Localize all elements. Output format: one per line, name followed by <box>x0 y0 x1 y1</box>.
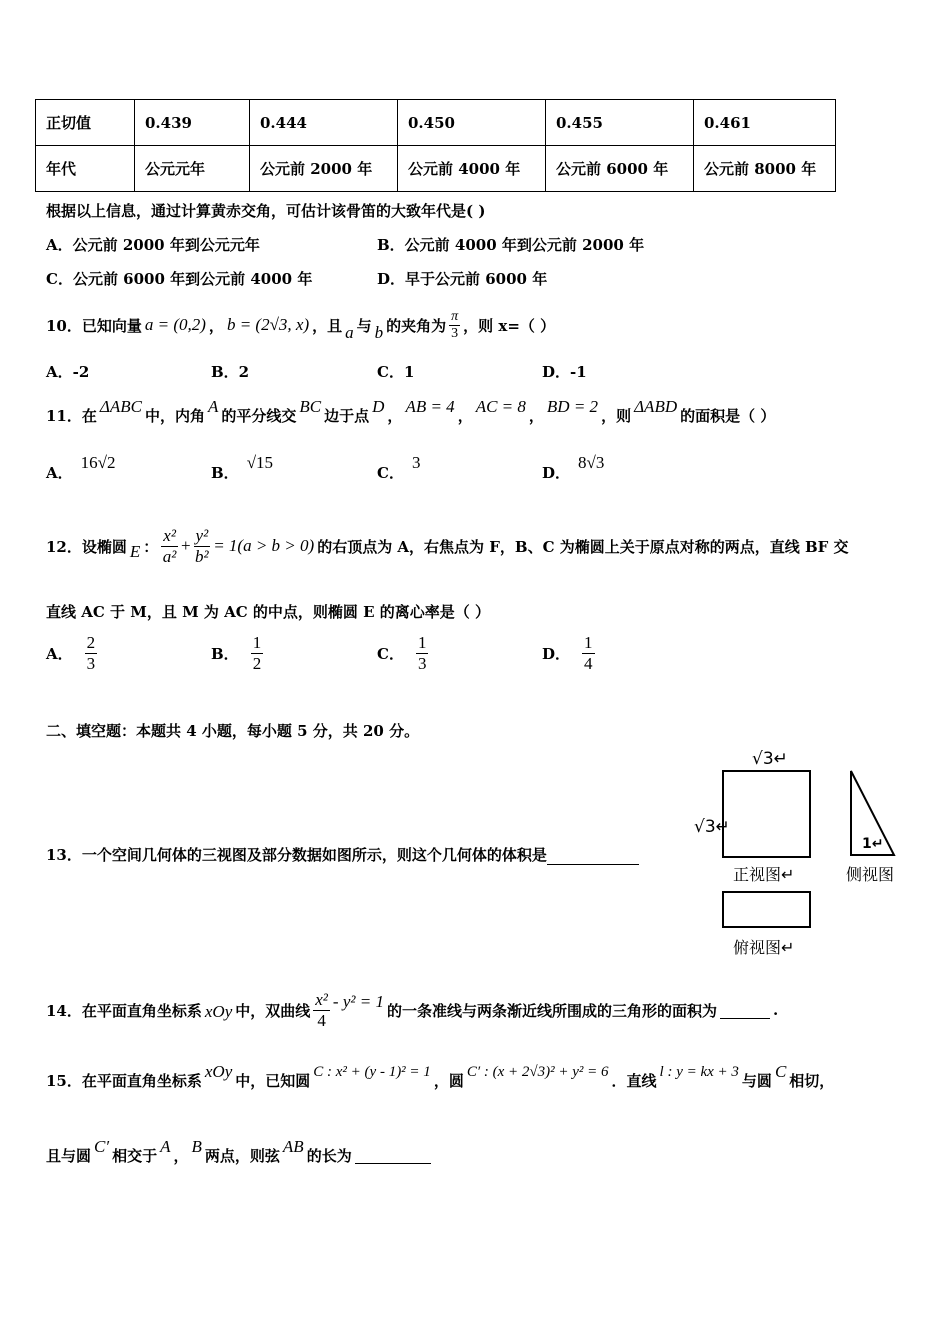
q15-text: 相切， <box>789 1071 835 1090</box>
q12-option-d <box>542 633 595 674</box>
frac-num: y² <box>195 525 209 545</box>
q12-stem-line2: 直线 AC 于 M，且 M 为 AC 的中点，则椭圆 E 的离心率是（ ） <box>46 603 491 621</box>
q12-number: 12．设椭圆 <box>46 537 127 556</box>
q15-text: 相交于 <box>112 1146 158 1165</box>
q11-text: ， <box>528 406 544 425</box>
frac-den: b² <box>195 546 209 566</box>
table-cell: 年代 <box>36 146 135 192</box>
q10-tail: ，则 x=（ ） <box>463 316 556 335</box>
table-cell: 0.444 <box>250 100 398 146</box>
q15-text: 15．在平面直角坐标系 <box>46 1071 202 1090</box>
q15-point-b: B <box>191 1137 202 1156</box>
q10-text: ，且 <box>312 316 343 335</box>
option-value: 3 <box>411 452 421 472</box>
option-value: √15 <box>246 452 274 472</box>
q15-c-prime: C′ <box>94 1137 110 1156</box>
front-view-left-label: √3↵ <box>694 817 730 837</box>
q12-frac-x <box>161 526 178 567</box>
q11-text: 的平分线交 <box>221 406 297 425</box>
q10-vector-b: b = (2√3, x) <box>226 315 310 334</box>
q9-option-a: A．公元前 2000 年到公元元年 <box>46 236 260 254</box>
option-fraction <box>582 633 595 674</box>
q12-plus: + <box>180 536 191 555</box>
q14-xoy: xOy <box>204 1002 233 1021</box>
q15-c: C <box>774 1062 787 1081</box>
q11-stem <box>46 395 775 435</box>
q10-a: a <box>345 323 354 342</box>
q12-text: 的右顶点为 A，右焦点为 F，B、C 为椭圆上关于原点对称的两点，直线 BF 交 <box>317 537 849 556</box>
option-label: B． <box>211 645 239 663</box>
q15-text: 两点，则弦 <box>204 1146 280 1165</box>
q13-answer-blank[interactable] <box>547 848 639 865</box>
q11-text: ， <box>457 406 473 425</box>
option-label: A． <box>46 464 73 482</box>
q11-ac: AC = 8 <box>475 397 526 416</box>
option-label: D． <box>542 464 571 482</box>
table-cell: 正切值 <box>36 100 135 146</box>
q11-option-c <box>377 452 421 482</box>
option-fraction <box>416 633 429 674</box>
option-value: 16√2 <box>80 452 116 472</box>
frac-num: x² <box>163 525 176 545</box>
q11-point-d: D <box>372 397 385 416</box>
q15-text: ， <box>173 1146 189 1165</box>
q10-number: 10．已知向量 <box>46 316 142 335</box>
q15-text: ，圆 <box>433 1071 464 1090</box>
q15-stem <box>46 1060 834 1100</box>
section-title: 二、填空题：本题共 4 小题，每小题 5 分，共 20 分。 <box>46 722 420 740</box>
table-row <box>36 100 836 146</box>
q10-text: 与 <box>356 316 372 335</box>
table-cell: 公元前 4000 年 <box>398 146 546 192</box>
q12-equation-rhs: = 1(a > b > 0) <box>213 536 315 555</box>
q15-text: 且与圆 <box>46 1146 92 1165</box>
q15-text: ．直线 <box>611 1071 657 1090</box>
table-cell: 0.439 <box>135 100 250 146</box>
q11-bd: BD = 2 <box>546 397 599 416</box>
q11-ab: AB = 4 <box>405 397 455 416</box>
q11-text: 边于点 <box>324 406 370 425</box>
q11-text: ， <box>387 406 403 425</box>
q11-text: 的面积是（ ） <box>680 406 776 425</box>
q11-number: 11．在 <box>46 406 97 425</box>
q10-stem <box>46 305 555 345</box>
q11-option-b <box>211 452 274 482</box>
frac-num: 1 <box>252 633 262 652</box>
q11-triangle-abd: ΔABD <box>634 397 678 416</box>
table-cell: 公元前 6000 年 <box>546 146 694 192</box>
top-view-rectangle <box>722 891 811 928</box>
side-view-base-label: 1↵ <box>862 836 884 852</box>
frac-den: 3 <box>417 654 427 673</box>
front-view-caption: 正视图↵ <box>733 865 795 884</box>
table-cell: 0.450 <box>398 100 546 146</box>
q14-period: . <box>772 1001 779 1019</box>
q12-option-b <box>211 633 263 674</box>
tangent-year-table <box>35 99 836 192</box>
frac-num: 2 <box>86 633 96 652</box>
q14-equation-rest: - y² = 1 <box>332 992 384 1011</box>
side-view-caption: 侧视图 <box>846 865 895 884</box>
table-cell: 0.455 <box>546 100 694 146</box>
option-label: A． <box>46 645 73 663</box>
frac-den: a² <box>162 546 177 566</box>
q9-option-d: D．早于公元前 6000 年 <box>377 270 548 288</box>
q10-vector-a: a = (0,2) <box>144 315 206 334</box>
q13-text: 13．一个空间几何体的三视图及部分数据如图所示，则这个几何体的体积是 <box>46 846 547 864</box>
q11-angle-a: A <box>207 397 219 416</box>
q10-text: 的夹角为 <box>386 316 447 335</box>
q14-text: 的一条准线与两条渐近线所围成的三角形的面积为 <box>386 1001 717 1020</box>
table-cell: 公元前 8000 年 <box>694 146 836 192</box>
frac-den: 2 <box>252 654 262 673</box>
q15-text: 与圆 <box>741 1071 772 1090</box>
q15-circle-c: C : x² + (y - 1)² = 1 <box>313 1063 431 1080</box>
q11-option-a <box>46 452 116 482</box>
q11-text: ，则 <box>601 406 632 425</box>
q14-fraction <box>313 990 330 1031</box>
q9-option-b: B．公元前 4000 年到公元前 2000 年 <box>377 236 645 254</box>
q15-text: 中，已知圆 <box>235 1071 311 1090</box>
q14-stem <box>46 980 778 1040</box>
table-cell: 公元前 2000 年 <box>250 146 398 192</box>
q11-triangle-abc: ΔABC <box>99 397 142 416</box>
q12-text: ： <box>143 537 159 556</box>
top-view-caption: 俯视图↵ <box>733 938 795 957</box>
option-label: B． <box>211 464 239 482</box>
option-value: 8√3 <box>578 452 605 472</box>
frac-num: 1 <box>584 633 593 652</box>
q12-stem <box>46 513 849 579</box>
q13-stem <box>46 844 639 865</box>
frac-num: 1 <box>417 633 427 652</box>
q11-side-bc: BC <box>299 397 322 416</box>
q15-stem-line2 <box>46 1135 431 1175</box>
table-cell: 0.461 <box>694 100 836 146</box>
q12-option-c <box>377 633 428 674</box>
q15-line-l: l : y = kx + 3 <box>659 1063 739 1080</box>
q12-option-a <box>46 633 97 674</box>
frac-num: x² <box>315 989 328 1009</box>
q10-angle-fraction <box>449 309 460 342</box>
option-fraction <box>85 633 98 674</box>
q10-frac-den: 3 <box>451 325 459 341</box>
q12-frac-y <box>194 526 211 567</box>
q15-circle-c-prime: C′ : (x + 2√3)² + y² = 6 <box>466 1063 609 1080</box>
q10-comma: ， <box>208 316 224 335</box>
q10-option-b: B．2 <box>211 363 250 381</box>
q15-text: 的长为 <box>306 1146 352 1165</box>
q14-answer-blank[interactable] <box>720 1002 770 1019</box>
q10-option-a: A．-2 <box>46 363 90 381</box>
table-row <box>36 146 836 192</box>
front-view-top-label: √3↵ <box>752 749 788 769</box>
front-view-square <box>722 770 811 858</box>
option-label: D． <box>542 645 571 663</box>
q10-b: b <box>374 323 384 342</box>
q9-stem: 根据以上信息，通过计算黄赤交角，可估计该骨笛的大致年代是( ) <box>46 202 486 220</box>
q10-frac-num: π <box>451 308 459 324</box>
q14-text: 中，双曲线 <box>235 1001 311 1020</box>
q15-xoy: xOy <box>204 1062 233 1081</box>
frac-den: 4 <box>317 1010 326 1030</box>
q15-point-a: A <box>160 1137 171 1156</box>
q10-option-c: C．1 <box>377 363 415 381</box>
q12-ellipse-e: E <box>129 542 141 561</box>
q9-option-c: C．公元前 6000 年到公元前 4000 年 <box>46 270 313 288</box>
option-fraction <box>251 633 264 674</box>
table-cell: 公元元年 <box>135 146 250 192</box>
q15-answer-blank[interactable] <box>355 1147 431 1164</box>
frac-den: 4 <box>584 654 593 673</box>
q11-text: 中，内角 <box>144 406 205 425</box>
q14-text: 14．在平面直角坐标系 <box>46 1001 202 1020</box>
q15-chord-ab: AB <box>282 1137 304 1156</box>
q11-option-d <box>542 452 605 482</box>
frac-den: 3 <box>86 654 96 673</box>
option-label: C． <box>377 464 404 482</box>
q10-option-d: D．-1 <box>542 363 587 381</box>
option-label: C． <box>377 645 404 663</box>
